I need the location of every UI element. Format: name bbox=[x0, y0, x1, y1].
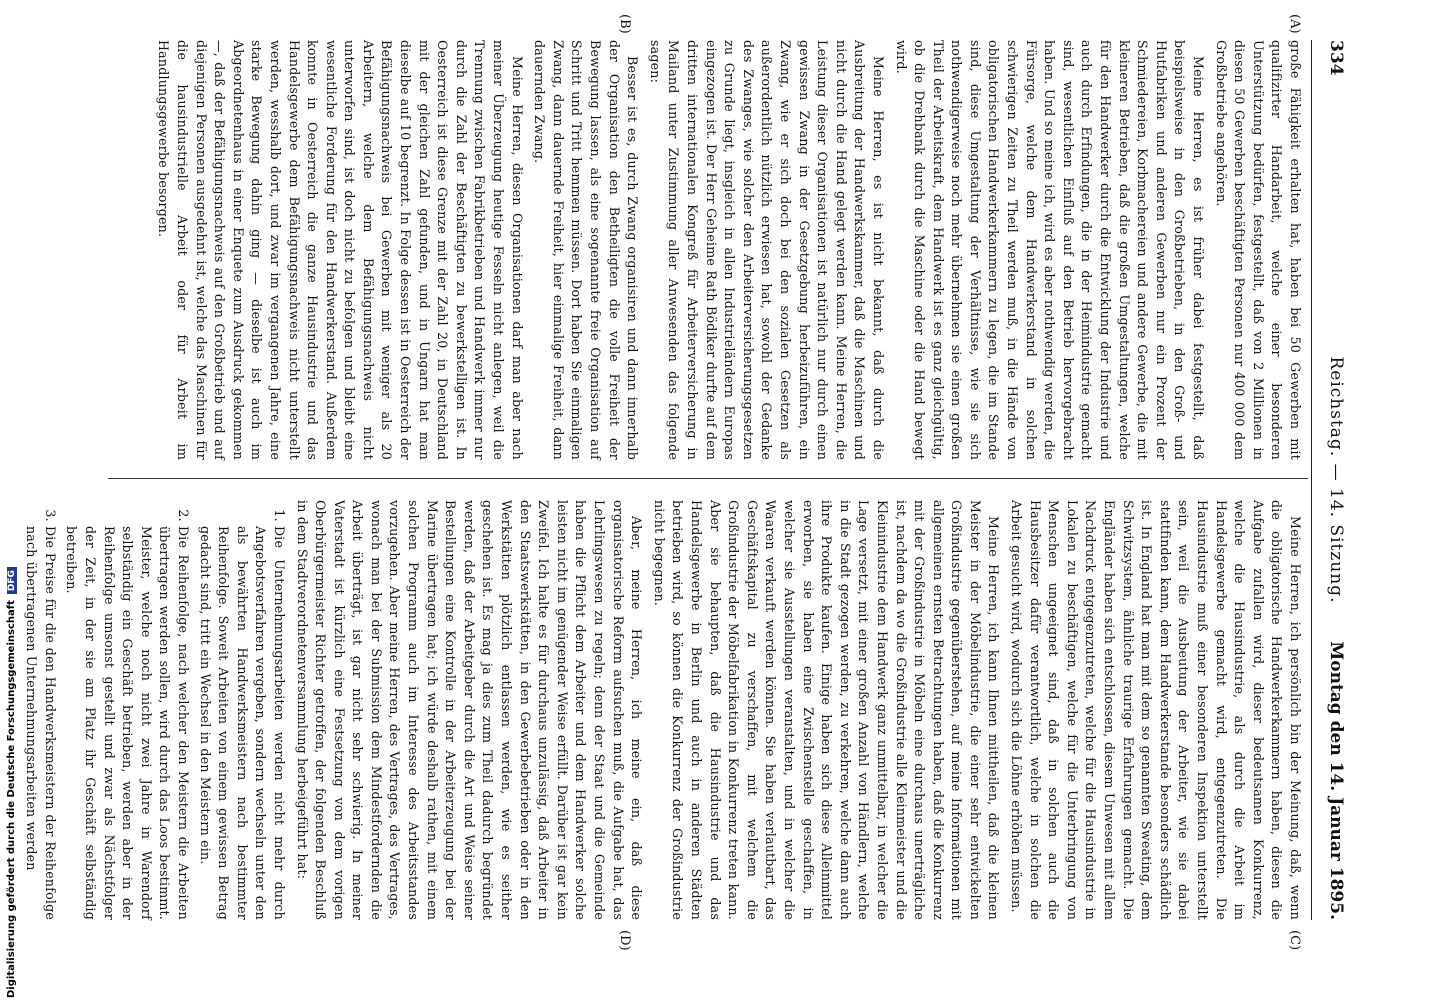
margin-marker-c: (C) bbox=[1287, 930, 1302, 951]
paragraph: Meine Herren, es ist früher dabei festgestellt, daß beispielsweise in den Großbetrieben, in den Groß- und Hutfabriken und anderen Gewerben nur ein Prozent der Schmiedereien, Korbmachereien und andere Gewerbe, die mit kleineren Betrieben, daß die großen Umgestaltungen, welche für den Handwerker durch die Entwicklung der Industrie und auch durch Erfindungen, die in der Heimindustrie gemacht sind, wesentlichen Einfluß auf den Betrieb hervorgebracht haben. Und so meine ich, wird es aber nothwendig werden, die Fürsorge, welche dem Handwerkerstand in solchen schwierigen Zeiten zu Theil werden muß, in die Hände von obligatorischen Handwerkerkammern zu legen, die im Stande sind, diese Umgestaltung der Verhältnisse, wie sie sich nothwendigerweise noch mehr übernehmen sie einen großen Theil der Arbeitskraft, dem Handwerk ist es ganz gleichgültig, ob die Drehbank durch die Maschine oder die Hand bewegt wird. bbox=[893, 40, 1207, 460]
dfg-logo: DFG bbox=[7, 567, 17, 594]
paragraph: Meine Herren, diesen Organisationen darf man aber nach meiner Überzeugung heutige Fesseln nicht anlegen, weil die Trennung zwischen Fabrikbetrieben und Handwerk immer nur durch die Zahl der Beschäftigten zu bewerkstelligen ist. In Oesterreich ist diese Grenze mit der Zahl 20, in Deutschland mit der gleichen Zahl gefunden, und in Ungarn hat man dieselbe auf 10 begrenzt. In Folge dessen ist in Oesterreich der Befähigungsnachweis bei Gewerben mit weniger als 20 Arbeitern, welche dem Befähigungsnachweis nicht unterworfen sind, ist doch nicht zu befolgen und bleibt eine wesentliche Forderung für den Handwerkerstand. Außerdem konnte in Oesterreich die ganze Hausindustrie und das Handelsgewerbe dem Befähigungsnachweis nicht unterstellt werden, wesshalb dort, und zwar im vergangenen Jahre, eine starke Bewegung dahin ging — dieselbe ist auch im Abgeordnetenhaus in einer Enquete zum Ausdruck gekommen —, daß der Befähigungsnachweis auf den Großbetrieb und auf diejenigen Personen ausgedehnt ist, welche das Maschinen für die hausindustrielle Arbeit oder für Arbeit im Handlungsgewerbe besorgen. bbox=[156, 40, 525, 460]
left-column bbox=[150, 40, 1304, 460]
paragraph: Meine Herren, es ist nicht bekannt, daß durch die Ausbreitung der Handwerkskammer, daß die Maschinen und nicht durch die Hand gelegt werden kann. Meine Herren, die Leistung dieser Organisationen ist natürlich nur durch einen gewissen Zwang in der Gesetzgebung herbeizuführen, ein Zwang, wie er sich doch bei den sozialen Gesetzen als außerordentlich nützlich erwiesen hat, sowohl der Gedanke des Zwanges, wie solcher den Arbeiterversicherungsgesetzen zu Grunde liegt, insgleich in allen Industrieländern Europas eingezogen ist. Der Herr Geheime Rath Bödiker durfte auf dem dritten internationalen Kongreß für Arbeiterversicherung in Mailand unter Zustimmung aller Anwesenden das folgende sagen: bbox=[647, 40, 886, 460]
resolution-list bbox=[22, 500, 288, 920]
session-date: Montag den 14. Januar 1895. bbox=[1326, 641, 1346, 920]
quoted-paragraph: Besser ist es, durch Zwang organisiren und dann innerhalb der Organisation den Betheiligten die volle Freiheit der Bewegung lassen, als eine sogenannte freie Organisation auf Schritt und Tritt hemmen müssen. Dort haben Sie einmaligen Zwang, dann dauernde Freiheit, hier einmalige Freiheit, dann dauernden Zwang. bbox=[532, 40, 641, 460]
column-divider bbox=[108, 478, 1308, 479]
paragraph: große Fähigkeit erhalten hat, haben bei 50 Gewerben mit qualifizirter Handarbeit, welche einer besonderen Unterstützung bedürfen, festgestellt, daß von 2 Millionen in diesen 50 Gewerben beschäftigten Personen nur 400 000 dem Großbetriebe angehören. bbox=[1213, 40, 1303, 460]
page-number: 334 bbox=[1326, 40, 1346, 76]
right-column bbox=[19, 500, 1304, 920]
running-title: Reichstag. — 14. Sitzung. bbox=[1326, 356, 1346, 604]
header-rule bbox=[1311, 40, 1312, 920]
paragraph: Meine Herren, ich persönlich bin der Meinung, daß, wenn die obligatorische Handwerkerkammern haben, diesen die Aufgabe zufallen wird, dieser bedeutsamen Konkurrenz, welche die Hausindustrie, als durch die Arbeit im Handelsgewerbe gemacht wird, entgegenzutreten. Die Hausindustrie muß einer besonderen Inspektion unterstellt sein, weil die Ausbeutung der Arbeiter, wie sie dabei stattfinden kann, dem Handwerkerstande besonders schädlich ist. In England hat man mit dem so genannten Sweating, dem Schwitzsystem, ähnliche traurige Erfahrungen gemacht. Die Engländer haben sich entschlossen, diesem Unwesen mit allem Nachdruck entgegenzutreten, welche für die Hausindustrie in Lokalen zu beschäftigen, welche für die Unterbringung von Menschen ungeeignet sind, daß in solchen auch die Hausbesitzer dafür verantwortlich, welche in solchen die Arbeit gesucht wird, wodurch sich die Löhne erhöhen müssen. bbox=[1009, 500, 1303, 920]
list-item: 3. Die Preise für die den Handwerksmeistern der Reihenfolge nach übertragenen Unternehmungsarbeiten werden bbox=[22, 526, 59, 920]
list-item: 1. Die Unternehmungsarbeiten werden nicht mehr durch Angebotsverfahren vergeben, sondern wechseln unter den als bewährten Handwerksmeistern nach bestimmter Reihenfolge. Soweit Arbeiten von einem gewissen Betrag gedacht sind, tritt ein Wechsel in den Meistern ein. bbox=[195, 526, 288, 920]
paragraph: Meine Herren, ich kann Ihnen mittheilen, daß die kleinen Meister in der Möbelindustrie, die einer sehr entwickelten Großindustrie gegenüberstehen, auf meine Informationen mit allgemeinen ernsten Betrachtungen haben, daß die Konkurrenz mit der Großindustrie in Möbeln eine durchaus unerträgliche ist, nachdem da wo die Großindustrie alle Kleinmeister und die Kleinindustrie dem Handwerk ganz unmittelbar, in welcher die Lage versetzt, mit einer großen Anzahl von Händlern, welche in die Stadt gezogen werden, zu verkehren, welche dann auch ihre Produkte kaufen. Einige haben sich diese Alleinmittel erworben, sie haben eine Zwischenstelle geschaffen, in welcher sie Ausstellungen veranstalten, und in welcher die Waaren verkauft werden können. Sie haben verlautbart, das Geschäftskapital zu verschaffen, mit welchem die Großindustrie der Möbelfabrikation in Konkurrenz treten kann. Aber sie behaupten, daß die Hausindustrie und das Handelsgewerbe in Berlin und auch in anderen Städten betrieben wird, so können die Konkurrenz der Großindustrie nicht begegnen. bbox=[651, 500, 1002, 920]
margin-marker-d: (D) bbox=[617, 930, 632, 951]
credit-text: Digitalisierung gefördert durch die Deutsche Forschungsgemeinschaft bbox=[6, 600, 17, 998]
margin-marker-b: (B) bbox=[617, 14, 632, 34]
paragraph: Aber, meine Herren, ich meine ein, daß diese organisatorische Reform aufsuchen muß, die Aufgabe hat, das Lehrlingswesen zu regeln; denn der Staat und die Gemeinde haben die Pflicht dem Arbeiter und dem Handwerker solche leisten nicht im genügender Weise erfüllt. Darüber ist gar kein Zweifel. Ich halte es für durchaus unzulässig, daß Arbeiter in den Staatswerkstätten, in den Gewerbebetrieben oder in den Werkstätten plötzlich entlassen werden, wie es seither geschehen ist. Es mag ja dies zum Theil dadurch begründet werden, daß der Arbeitgeber durch die Art und Weise seiner Bestellungen eine Kontrolle in der Arbeiterzeugung bei der Marine übertragen hat; ich würde deshalb rathen, mit einem solchen Programm auch im Interesse des Arbeitsstandes vorzugehen. Aber meine Herren, des Vertrages, des Vertrages, wonach man bei der Submission dem Mindestfordernden die Arbeit überträgt, ist gar nicht sehr schwierig. In meiner Vaterstadt ist kürzlich eine Festsetzung von dem vorigen Oberbürgermeister Richter getroffen, der folgenden Beschluß in dem Stadtverordnetenversammlung herbeigeführt hat: bbox=[294, 500, 645, 920]
margin-marker-a: (A) bbox=[1287, 14, 1302, 34]
page-header bbox=[1312, 40, 1352, 920]
list-item: 2. Die Reihenfolge, nach welcher den Meistern die Arbeiten übertragen werden sollen, wird durch das Loos bestimmt. Meister, welche noch nicht zwei Jahre in Warendorf selbständig ein Geschäft betrieben, werden aber in der Reihenfolge umsonst gestellt und zwar als Nächstfolger der Zeit, in der sie am Platz ihr Geschäft selbständig betreiben. bbox=[62, 526, 192, 920]
digitization-credit bbox=[6, 398, 26, 998]
